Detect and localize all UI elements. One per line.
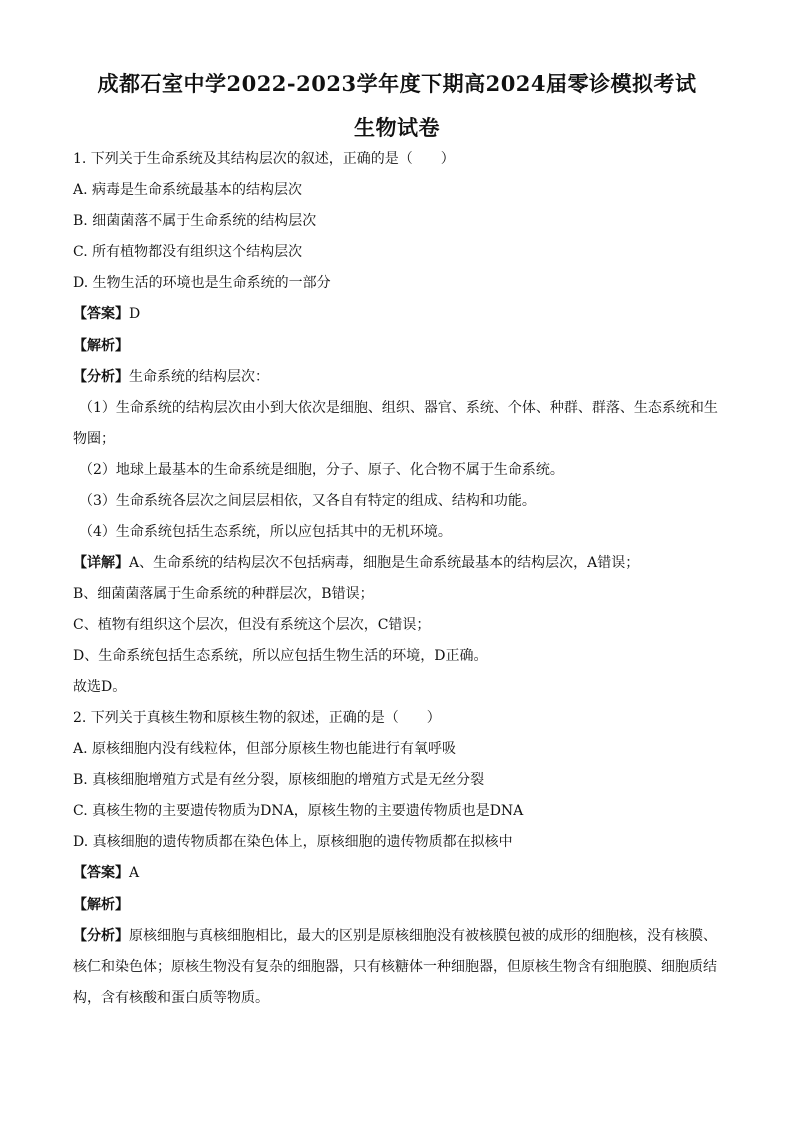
q2-fenxi-line-3: 构，含有核酸和蛋白质等物质。 bbox=[73, 990, 269, 1006]
q1-fenxi-label: 【分析】 bbox=[73, 369, 129, 385]
q1-xiangjie-label: 【详解】 bbox=[73, 555, 129, 571]
q1-analysis-label: 【解析】 bbox=[73, 338, 129, 354]
q1-fenxi bbox=[73, 368, 269, 386]
q2-analysis-label: 【解析】 bbox=[73, 897, 129, 913]
q2-stem: 2. 下列关于真核生物和原核生物的叙述，正确的是（ ） bbox=[73, 710, 441, 726]
q2-option-a: A. 原核细胞内没有线粒体，但部分原核生物也能进行有氧呼吸 bbox=[73, 741, 457, 757]
q1-point-3: （3）生命系统各层次之间层层相依，又各自有特定的组成、结构和功能。 bbox=[79, 493, 536, 509]
q2-answer-label: 【答案】 bbox=[73, 865, 129, 881]
q2-option-c: C. 真核生物的主要遗传物质为DNA，原核生物的主要遗传物质也是DNA bbox=[73, 803, 524, 819]
q2-option-b: B. 真核细胞增殖方式是有丝分裂，原核细胞的增殖方式是无丝分裂 bbox=[73, 772, 485, 788]
q1-option-d: D. 生物生活的环境也是生命系统的一部分 bbox=[73, 275, 331, 291]
q1-option-c: C. 所有植物都没有组织这个结构层次 bbox=[73, 244, 303, 260]
q1-option-b: B. 细菌菌落不属于生命系统的结构层次 bbox=[73, 213, 317, 229]
q1-xiangjie-a-text: A、生命系统的结构层次不包括病毒，细胞是生命系统最基本的结构层次，A错误； bbox=[129, 555, 640, 571]
q1-xiangjie-b: B、细菌菌落属于生命系统的种群层次，B错误； bbox=[73, 586, 374, 602]
q2-answer bbox=[73, 864, 139, 882]
q1-answer-label: 【答案】 bbox=[73, 306, 129, 322]
q1-point-1-cont: 物圈； bbox=[73, 431, 115, 447]
q2-answer-value: A bbox=[129, 865, 140, 881]
q1-stem: 1. 下列关于生命系统及其结构层次的叙述，正确的是（ ） bbox=[73, 151, 455, 167]
q1-option-a: A. 病毒是生命系统最基本的结构层次 bbox=[73, 182, 303, 198]
q2-fenxi bbox=[73, 927, 717, 945]
page-subtitle: 生物试卷 bbox=[354, 115, 440, 140]
q1-xiangjie-a bbox=[73, 554, 639, 572]
page-title: 成都石室中学2022-2023学年度下期高2024届零诊模拟考试 bbox=[97, 71, 697, 96]
q1-fenxi-text: 生命系统的结构层次： bbox=[129, 369, 269, 385]
q1-conclusion: 故选D。 bbox=[73, 679, 127, 695]
q2-fenxi-line-1: 原核细胞与真核细胞相比，最大的区别是原核细胞没有被核膜包被的成形的细胞核，没有核膜、 bbox=[129, 928, 717, 944]
q1-answer bbox=[73, 305, 140, 323]
q2-fenxi-line-2: 核仁和染色体；原核生物没有复杂的细胞器，只有核糖体一种细胞器，但原核生物含有细胞膜、细胞质结 bbox=[73, 959, 717, 975]
q1-point-1: （1）生命系统的结构层次由小到大依次是细胞、组织、器官、系统、个体、种群、群落、生态系统和生 bbox=[79, 400, 718, 416]
q1-point-4: （4）生命系统包括生态系统，所以应包括其中的无机环境。 bbox=[79, 524, 452, 540]
q1-point-2: （2）地球上最基本的生命系统是细胞，分子、原子、化合物不属于生命系统。 bbox=[79, 462, 564, 478]
q1-answer-value: D bbox=[129, 306, 141, 322]
q1-xiangjie-d: D、生命系统包括生态系统，所以应包括生物生活的环境，D正确。 bbox=[73, 648, 488, 664]
q2-fenxi-label: 【分析】 bbox=[73, 928, 129, 944]
q2-option-d: D. 真核细胞的遗传物质都在染色体上，原核细胞的遗传物质都在拟核中 bbox=[73, 834, 513, 850]
q1-xiangjie-c: C、植物有组织这个层次，但没有系统这个层次，C错误； bbox=[73, 617, 431, 633]
